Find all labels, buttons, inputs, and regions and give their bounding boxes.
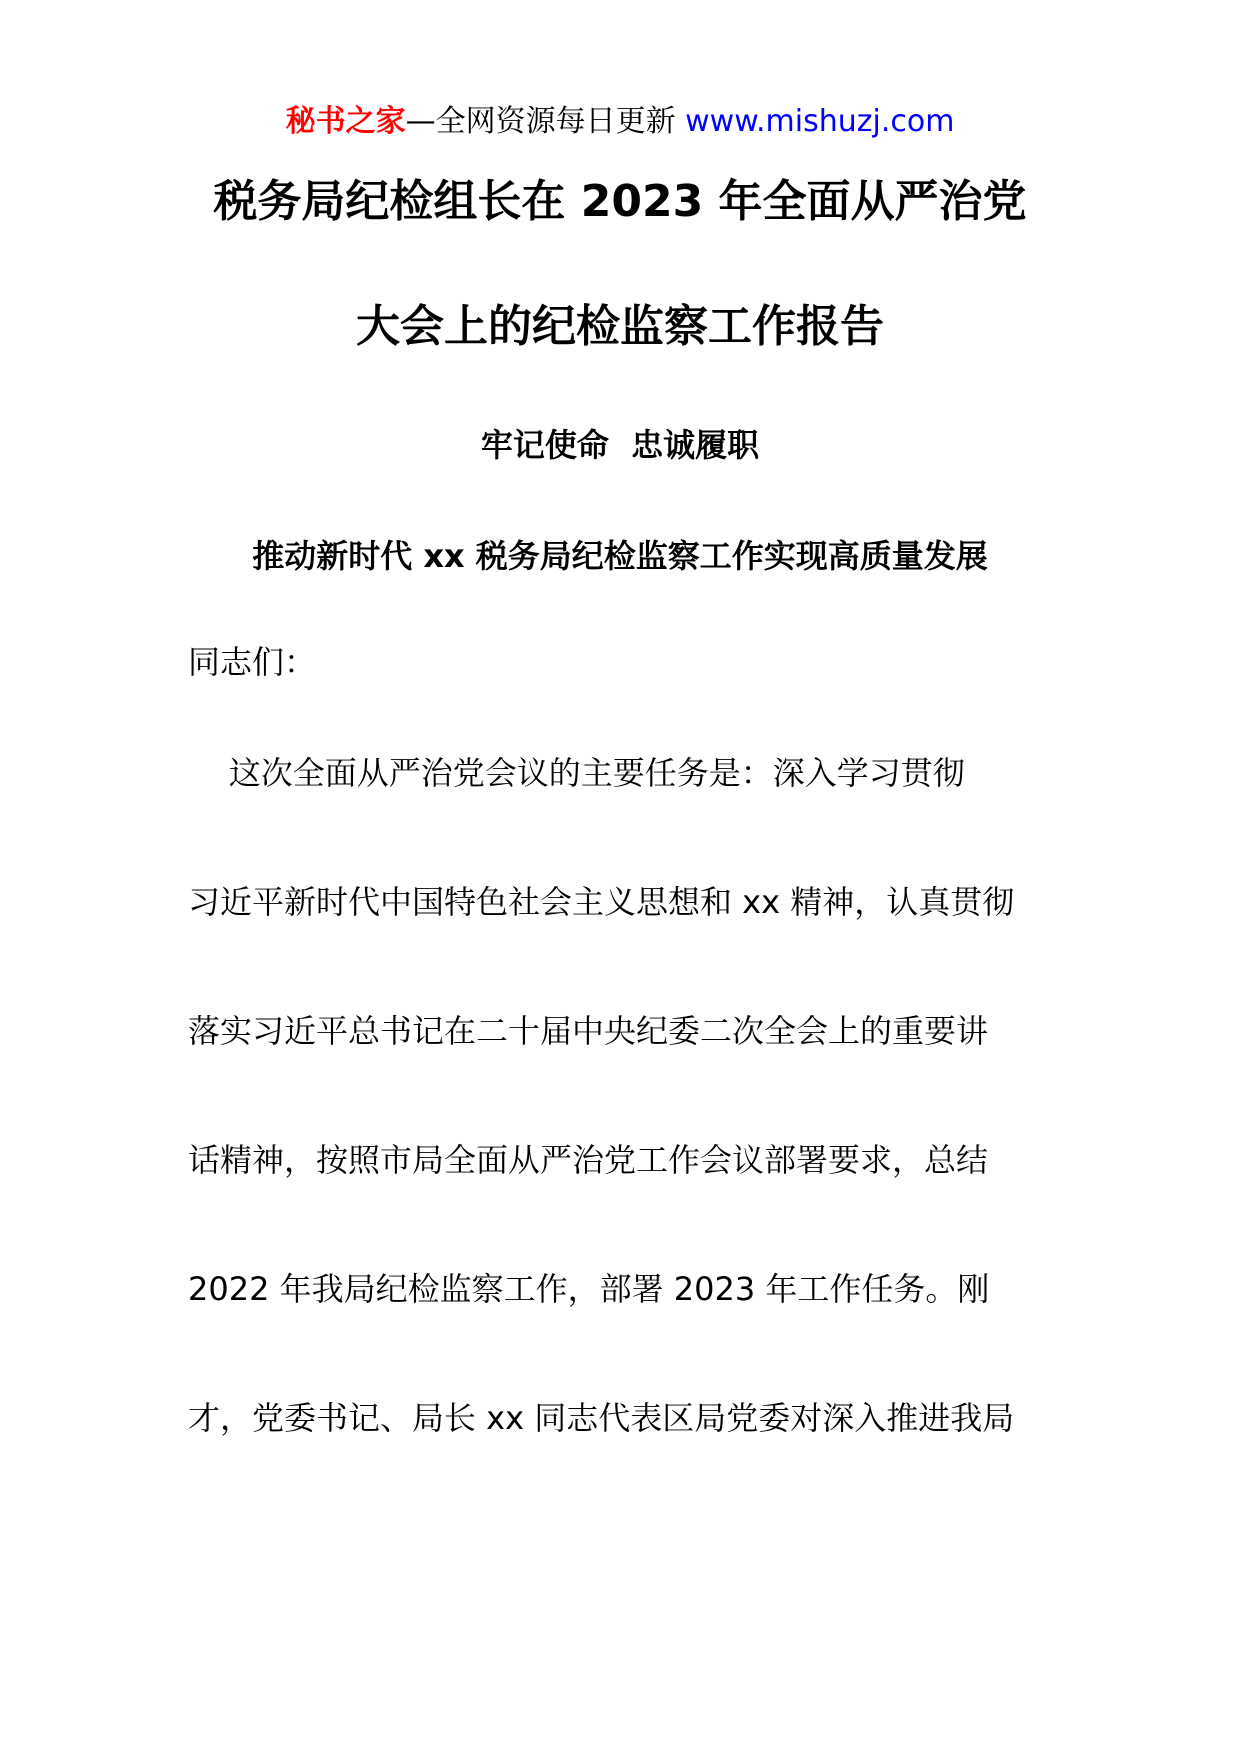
salutation: 同志们： [188, 643, 317, 681]
brand-name: 秘书之家 [285, 104, 406, 139]
site-url-link[interactable]: www.mishuzj.com [685, 104, 955, 139]
subtitle-line-1: 牢记使命 忠诚履职 [480, 426, 760, 464]
body-line-3: 落实习近平总书记在二十届中央纪委二次全会上的重要讲 [188, 1012, 989, 1050]
body-line-2: 习近平新时代中国特色社会主义思想和 xx 精神，认真贯彻 [188, 883, 1015, 921]
body-line-6: 才，党委书记、局长 xx 同志代表区局党委对深入推进我局 [188, 1399, 1015, 1437]
header-slogan: —全网资源每日更新 [405, 104, 686, 139]
document-title-line-1: 税务局纪检组长在 2023 年全面从严治党 [213, 176, 1027, 227]
subtitle-line-2: 推动新时代 xx 税务局纪检监察工作实现高质量发展 [252, 537, 988, 575]
document-title-line-2: 大会上的纪检监察工作报告 [356, 301, 884, 352]
body-line-4: 话精神，按照市局全面从严治党工作会议部署要求，总结 [188, 1141, 989, 1179]
site-header [0, 100, 1240, 144]
body-line-1: 这次全面从严治党会议的主要任务是：深入学习贯彻 [188, 754, 965, 792]
body-line-5: 2022 年我局纪检监察工作，部署 2023 年工作任务。刚 [188, 1270, 990, 1308]
